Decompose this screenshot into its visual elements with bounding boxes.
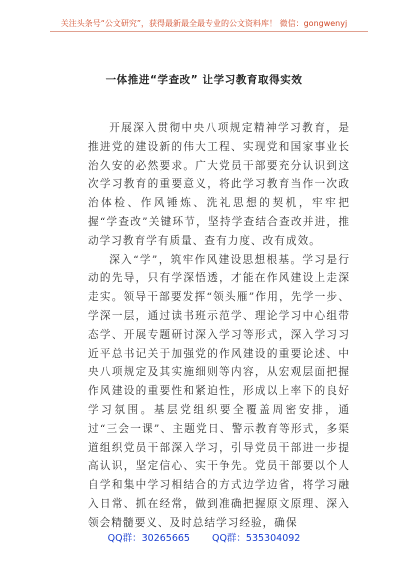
header-banner: 关注头条号“公文研究”，获得最新最全最专业的公文资料库！ 微信：gongwenyj: [60, 19, 348, 28]
header-divider: [50, 31, 368, 32]
footer-qq-group-1: QQ群：30265665: [107, 533, 190, 544]
document-title: 一体推进“学查改” 让学习教育取得实效: [105, 74, 303, 86]
document-body: [88, 119, 350, 533]
body-paragraph-1: 开展深入贯彻中央八项规定精神学习教育，是推进党的建设新的伟大工程、实现党和国家事业长治久安的必然要求。广大党员干部要充分认识到这次学习教育的重要意义，将此学习教育当作一次政治体检、作风锤炼、洗礼思想的契机，牢牢把握“学查改”关键环节，坚持学查结合查改并进，推动学习教育学有质量、查有力度、改有成效。: [88, 122, 350, 247]
footer-qq-group-2: QQ群：535304092: [211, 533, 301, 544]
footer: [0, 530, 408, 544]
body-paragraph-2: 深入“学”，筑牢作风建设思想根基。学习是行动的先导，只有学深悟透，才能在作风建设上走深走实。领导干部要发挥“领头雁”作用，先学一步、学深一层，通过读书班示范学、理论学习中心组带态学、开展专题研讨深入学习等形式，深入学习习近平总书记关于加强党的作风建设的重要论述、中央八项规定及其实施细则等内容，从宏观层面把握作风建设的重要性和紧迫性，形成以上率下的良好学习氛围。基层党组织要全覆盖周密安排，通过“三会一课”、主题党日、警示教育等形式，多渠道组织党员干部深入学习，引导党员干部进一步提高认识，坚定信心、实干争先。党员干部要以个人自学和集中学习相结合的方式边学边省，将学习融入日常、抓在经常，做到准确把握原文原理、深入领会精髓要义、及时总结学习经验，确保: [88, 253, 350, 529]
